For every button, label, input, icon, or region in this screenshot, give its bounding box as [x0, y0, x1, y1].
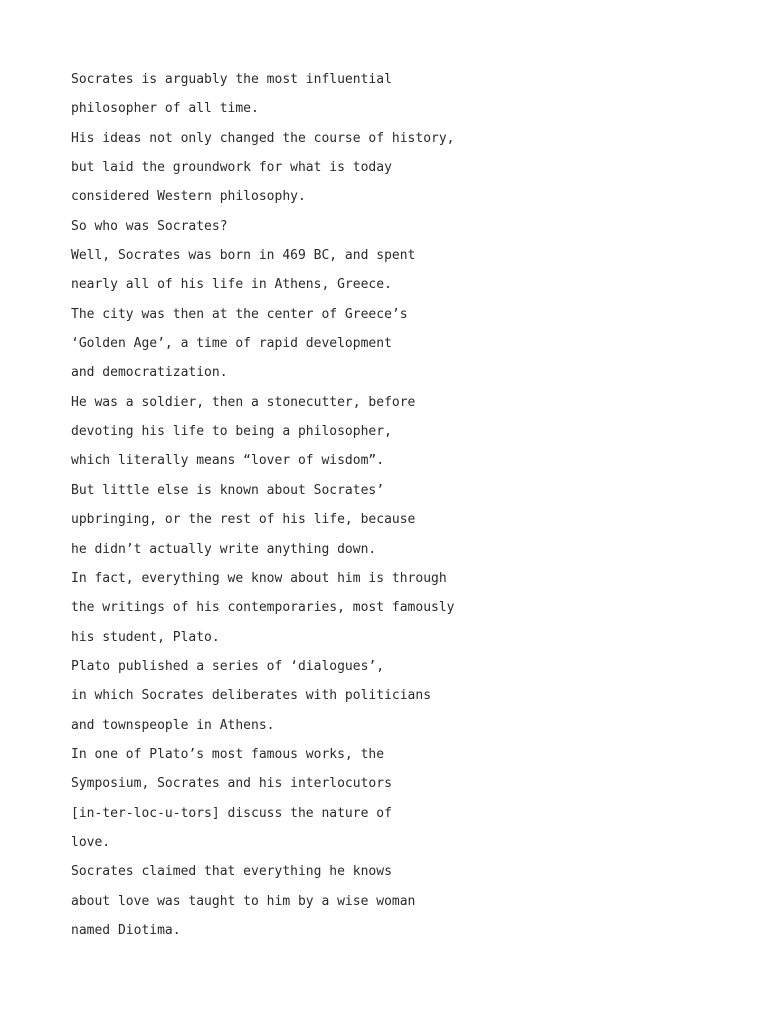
text-line: his student, Plato.: [71, 629, 220, 645]
text-line: love.: [71, 834, 111, 850]
text-line: [in-ter-loc-u-tors] discuss the nature of: [71, 805, 392, 821]
text-line: and democratization.: [71, 365, 228, 381]
text-line: upbringing, or the rest of his life, because: [71, 512, 416, 528]
text-line: named Diotima.: [71, 922, 181, 938]
text-line: Symposium, Socrates and his interlocutors: [71, 776, 392, 792]
text-line: he didn’t actually write anything down.: [71, 541, 377, 557]
text-line: about love was taught to him by a wise woman: [71, 893, 416, 909]
text-line: ‘Golden Age’, a time of rapid development: [71, 336, 392, 352]
text-line: which literally means “lover of wisdom”.: [71, 453, 385, 469]
text-line: in which Socrates deliberates with politicians: [71, 688, 432, 704]
text-line: considered Western philosophy.: [71, 189, 306, 205]
text-line: nearly all of his life in Athens, Greece.: [71, 277, 392, 293]
text-line: but laid the groundwork for what is today: [71, 160, 392, 176]
text-line: But little else is known about Socrates’: [71, 482, 385, 498]
text-line: In fact, everything we know about him is through: [71, 570, 447, 586]
text-line: devoting his life to being a philosopher,: [71, 424, 392, 440]
text-line: the writings of his contemporaries, most famously: [71, 600, 455, 616]
text-line: philosopher of all time.: [71, 101, 259, 117]
text-line: So who was Socrates?: [71, 218, 228, 234]
text-line: He was a soldier, then a stonecutter, before: [71, 394, 416, 410]
text-line: and townspeople in Athens.: [71, 717, 275, 733]
text-line: The city was then at the center of Greece’s: [71, 306, 408, 322]
text-line: Socrates is arguably the most influential: [71, 72, 392, 87]
text-line: Plato published a series of ‘dialogues’,: [71, 658, 385, 674]
text-line: In one of Plato’s most famous works, the: [71, 746, 385, 762]
text-line: His ideas not only changed the course of history,: [71, 130, 455, 146]
text-line: Socrates claimed that everything he knows: [71, 864, 392, 880]
document-body: [71, 70, 731, 950]
text-line: Well, Socrates was born in 469 BC, and spent: [71, 248, 416, 264]
